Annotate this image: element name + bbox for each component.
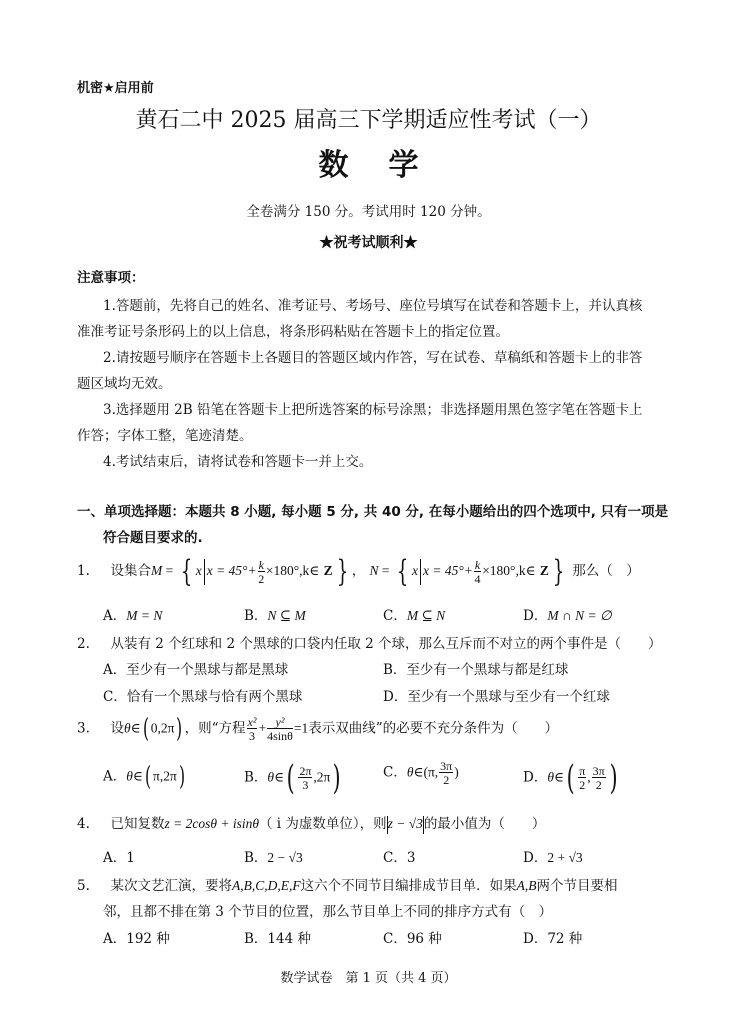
- q2-text: 从装有 2 个红球和 2 个黑球的口袋内任取 2 个球，那么互斥而不对立的两个事件是（ ）: [110, 636, 662, 652]
- right-brace: }: [336, 554, 348, 589]
- confidential-label: 机密★启用前: [77, 81, 154, 96]
- left-brace: {: [180, 554, 192, 589]
- integer-set: Z: [323, 563, 333, 578]
- frac-den: 4sinθ: [267, 729, 293, 743]
- frac-num: x²: [247, 715, 257, 729]
- q4-absexpr: z − √3: [387, 816, 423, 831]
- wish-banner: ★祝考试顺利★: [319, 235, 418, 251]
- option-a: A．M = N: [103, 608, 163, 624]
- exam-title: 黄石二中 2025 届高三下学期适应性考试（一）: [135, 108, 602, 133]
- question-1: [77, 554, 640, 589]
- note-item: 作答；字体工整，笔迹清楚。: [77, 428, 253, 444]
- set-N: N: [369, 563, 379, 578]
- question-number: 3.: [77, 720, 90, 737]
- option-b: B．至少有一个黑球与都是红球: [383, 662, 569, 678]
- eq-one: =1: [293, 720, 309, 736]
- option-c: C．θ∈(π, $\frac{3\pi}{2}$ ): [383, 759, 459, 787]
- note-item: 2.请按题号顺序在答题卡上各题目的答题区域内作答，写在试卷、草稿纸和答题卡上的非答: [103, 350, 643, 366]
- q1-comma: ，: [351, 563, 366, 579]
- frac-den: 2: [258, 571, 265, 586]
- section-heading-cont: 符合题目要求的.: [103, 530, 203, 546]
- score-info: 全卷满分 150 分。考试用时 120 分钟。: [246, 204, 491, 220]
- question-3: [77, 714, 558, 744]
- section-heading: 一、单项选择题：本题共 8 小题, 每小题 5 分, 共 40 分, 在每小题给出的四个选项中, 只有一项是: [77, 504, 669, 520]
- option-d: D．M ∩ N = ∅: [523, 608, 612, 624]
- q1-tail: 那么（ ）: [572, 563, 640, 579]
- option-d: D．θ∈( $\frac{\pi}{2}$ , $\frac{3\pi}{2}$ ): [523, 758, 618, 798]
- question-4: [77, 812, 545, 834]
- note-item: 1.答题前，先将自己的姓名、准考证号、考场号、座位号填写在试卷和答题卡上，并认真核: [103, 298, 643, 314]
- q5-line1c: 两个节目要相: [536, 878, 618, 894]
- frac-den: 3: [249, 729, 256, 743]
- question-5: [77, 874, 617, 894]
- q1-expr-b: ×180°,k∈: [482, 563, 536, 578]
- q4-tail: 的最小值为（ ）: [423, 816, 546, 832]
- option-c: C．96 种: [383, 931, 442, 947]
- set-bar: [204, 559, 205, 585]
- frac-num: y²: [267, 716, 293, 729]
- option-c: C．恰有一个黑球与恰有两个黑球: [103, 689, 303, 705]
- right-brace: }: [552, 554, 565, 589]
- question-number: 5.: [77, 878, 90, 894]
- q4-expr: z = 2cosθ + isinθ: [164, 816, 259, 831]
- note-item: 准准考证号条形码上的以上信息，将条形码粘贴在答题卡上的指定位置。: [77, 324, 509, 340]
- in-symbol: ∈: [130, 720, 141, 736]
- q1-eq: =: [378, 563, 393, 578]
- option-b: B．144 种: [244, 931, 311, 947]
- q3-lead: 设: [110, 720, 124, 737]
- q3-mid: ，则“方程: [184, 720, 246, 737]
- q5-ab: A,B: [516, 878, 537, 893]
- q1-expr-a: x = 45°+: [422, 563, 473, 578]
- plus: +: [258, 720, 267, 736]
- q1-expr-b: ×180°,k∈: [265, 563, 320, 578]
- question-number: 1.: [77, 563, 90, 579]
- option-a: A．θ∈( π,2π): [103, 762, 185, 792]
- question-5-cont: 邻，且都不排在第 3 个节目的位置，那么节目单上不同的排序方式有（ ）: [103, 904, 553, 920]
- q5-letters: A,B,C,D,E,F: [231, 878, 301, 893]
- note-item: 4.考试结束后，请将试卷和答题卡一并上交。: [103, 454, 373, 470]
- notes-heading: 注意事项：: [77, 270, 145, 286]
- subject-title: 数学: [318, 148, 459, 183]
- q3-tail: 表示双曲线”的必要不充分条件为（ ）: [308, 720, 559, 737]
- question-number: 2.: [77, 636, 90, 652]
- set-bar: [420, 559, 421, 585]
- option-a: A．192 种: [103, 931, 170, 947]
- right-paren: ): [176, 714, 183, 744]
- q1-lead: 设集合: [110, 563, 151, 579]
- q1-var: x: [411, 563, 418, 578]
- question-number: 4.: [77, 816, 90, 832]
- theta: θ: [123, 720, 131, 736]
- frac-den: 4: [474, 571, 481, 586]
- option-d: D．2 + √3: [523, 850, 583, 866]
- q1-eq: =: [162, 563, 177, 578]
- integer-set: Z: [539, 563, 549, 578]
- set-M: M: [150, 563, 163, 578]
- q1-expr-a: x = 45°+: [206, 563, 257, 578]
- frac-num: k: [258, 557, 264, 572]
- q3-range: 0,2π: [150, 720, 175, 736]
- option-b: B．θ∈( $\frac{2\pi}{3}$ ,2π): [244, 758, 341, 798]
- question-2: [77, 632, 662, 652]
- q5-line1a: 某次文艺汇演，要将: [110, 878, 232, 894]
- option-d: D．至少有一个黑球与至少有一个红球: [383, 689, 610, 705]
- q4-lead: 已知复数: [110, 816, 165, 832]
- option-c: C．3: [383, 850, 416, 866]
- option-a: A．1: [103, 850, 135, 866]
- q4-mid: （ i 为虚数单位），则: [258, 816, 387, 832]
- option-d: D．72 种: [523, 931, 583, 947]
- note-item: 题区域均无效。: [77, 376, 172, 392]
- option-b: B．N ⊆ M: [244, 608, 306, 624]
- frac-num: k: [474, 557, 481, 572]
- left-brace: {: [396, 554, 409, 589]
- q1-var: x: [195, 563, 202, 578]
- option-a: A．至少有一个黑球与都是黑球: [103, 662, 289, 678]
- option-b: B．2 − √3: [244, 850, 303, 866]
- option-c: C．M ⊆ N: [383, 608, 446, 624]
- note-item: 3.选择题用 2B 铅笔在答题卡上把所选答案的标号涂黑；非选择题用黑色签字笔在答题卡上: [103, 402, 643, 418]
- page-footer: 数学试卷 第 1 页（共 4 页）: [280, 971, 457, 986]
- q5-line1b: 这六个不同节目编排成节目单．如果: [300, 878, 517, 894]
- left-paren: (: [142, 714, 149, 744]
